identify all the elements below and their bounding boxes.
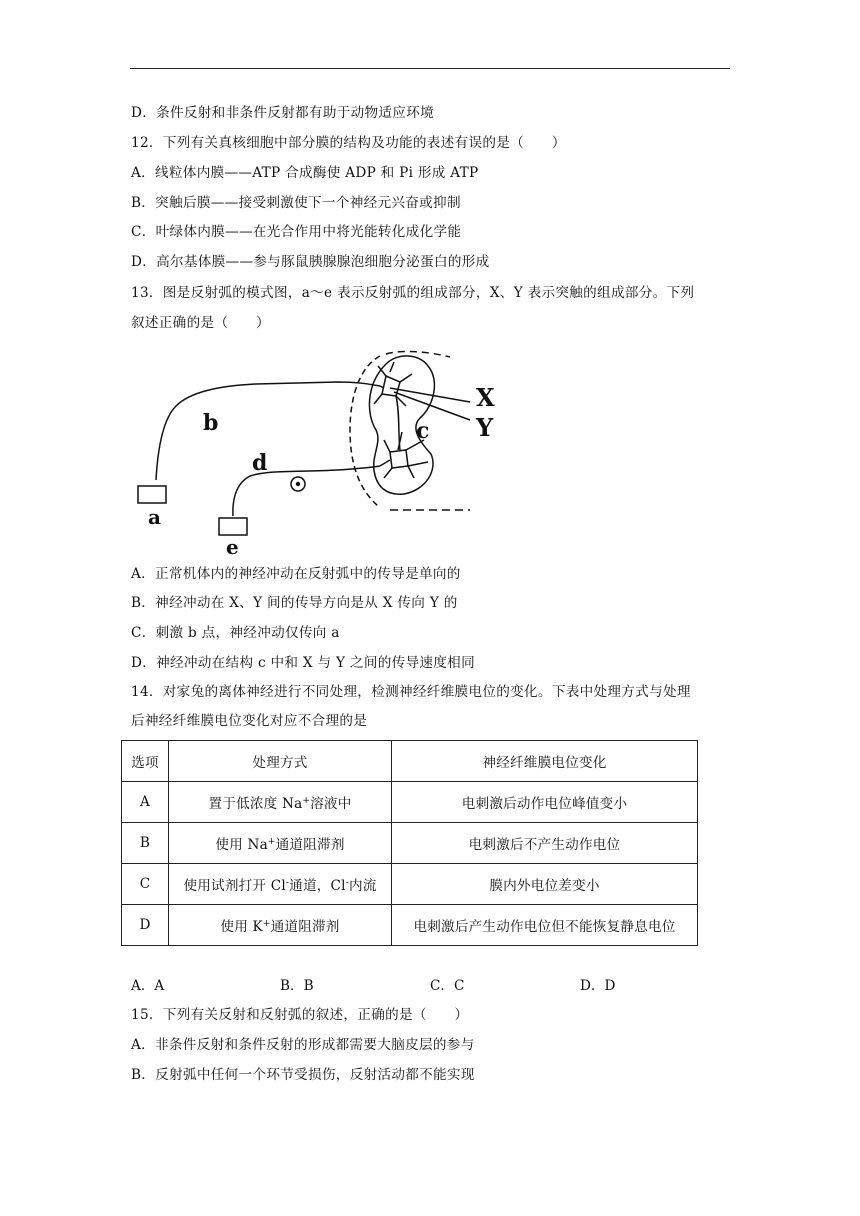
table-row (122, 823, 698, 864)
row-treatment: 置于低浓度 Na+溶液中 (169, 782, 392, 823)
label-y: Y (476, 413, 494, 442)
table-row (122, 905, 698, 946)
label-c: c (416, 418, 430, 444)
label-d: d (252, 450, 268, 476)
membrane-potential-table (121, 740, 698, 946)
header-rule (130, 68, 730, 69)
header-treatment: 处理方式 (169, 741, 392, 782)
q13-option-b: B．神经冲动在 X、Y 间的传导方向是从 X 传向 Y 的 (131, 595, 458, 611)
q13-option-c: C．刺激 b 点，神经冲动仅传向 a (131, 625, 340, 641)
row-treatment: 使用 K+通道阻滞剂 (169, 905, 392, 946)
header-option: 选项 (122, 741, 169, 782)
row-treatment: 使用 Na+通道阻滞剂 (169, 823, 392, 864)
question-12: 12．下列有关真核细胞中部分膜的结构及功能的表述有误的是（ ） (131, 135, 566, 151)
q12-option-d: D．高尔基体膜——参与豚鼠胰腺腺泡细胞分泌蛋白的形成 (131, 254, 490, 270)
label-b: b (203, 410, 219, 436)
q15-option-a: A．非条件反射和条件反射的形成都需要大脑皮层的参与 (131, 1037, 475, 1053)
q15-option-b: B．反射弧中任何一个环节受损伤，反射活动都不能实现 (131, 1067, 475, 1083)
table-header-row (122, 741, 698, 782)
q13-option-d: D．神经冲动在结构 c 中和 X 与 Y 之间的传导速度相同 (131, 655, 475, 671)
receptor-box-a (138, 486, 166, 503)
q14-option-d: D．D (580, 978, 616, 994)
row-change: 电刺激后动作电位峰值变小 (392, 782, 698, 823)
row-option: A (122, 782, 169, 823)
row-change: 膜内外电位差变小 (392, 864, 698, 905)
question-14-line1: 14．对家兔的离体神经进行不同处理，检测神经纤维膜电位的变化。下表中处理方式与处理 (131, 684, 691, 700)
row-change: 电刺激后不产生动作电位 (392, 823, 698, 864)
table-row (122, 864, 698, 905)
row-treatment: 使用试剂打开 Cl-通道，Cl-内流 (169, 864, 392, 905)
row-option: D (122, 905, 169, 946)
label-e: e (226, 535, 239, 558)
spinal-cord-top-dash (386, 351, 450, 357)
label-x: X (476, 383, 495, 412)
label-a: a (148, 505, 161, 529)
q14-option-c: C．C (430, 978, 465, 994)
q13-option-a: A．正常机体内的神经冲动在反射弧中的传导是单向的 (131, 566, 461, 582)
question-14-line2: 后神经纤维膜电位变化对应不合理的是 (131, 713, 368, 729)
table-row (122, 782, 698, 823)
row-option: B (122, 823, 169, 864)
q12-option-b: B．突触后膜——接受刺激使下一个神经元兴奋或抑制 (131, 195, 461, 211)
question-13-line1: 13．图是反射弧的模式图，a～e 表示反射弧的组成部分，X、Y 表示突触的组成部分。下列 (131, 285, 695, 301)
q14-option-a: A．A (131, 978, 165, 994)
q12-option-a: A．线粒体内膜——ATP 合成酶使 ADP 和 Pi 形成 ATP (131, 165, 479, 181)
reflex-arc-diagram (128, 344, 508, 558)
question-15: 15．下列有关反射和反射弧的叙述，正确的是（ ） (131, 1007, 469, 1023)
q12-option-c: C．叶绿体内膜——在光合作用中将光能转化成化学能 (131, 224, 462, 240)
row-change: 电刺激后产生动作电位但不能恢复静息电位 (392, 905, 698, 946)
question-13-line2: 叙述正确的是（ ） (131, 315, 270, 331)
effector-box-e (219, 518, 247, 535)
afferent-nerve-b (156, 382, 380, 480)
neuron-lower-body (390, 450, 408, 468)
header-potential-change: 神经纤维膜电位变化 (392, 741, 698, 782)
q11-option-d: D．条件反射和非条件反射都有助于动物适应环境 (131, 105, 434, 121)
row-option: C (122, 864, 169, 905)
q14-option-b: B．B (280, 978, 314, 994)
